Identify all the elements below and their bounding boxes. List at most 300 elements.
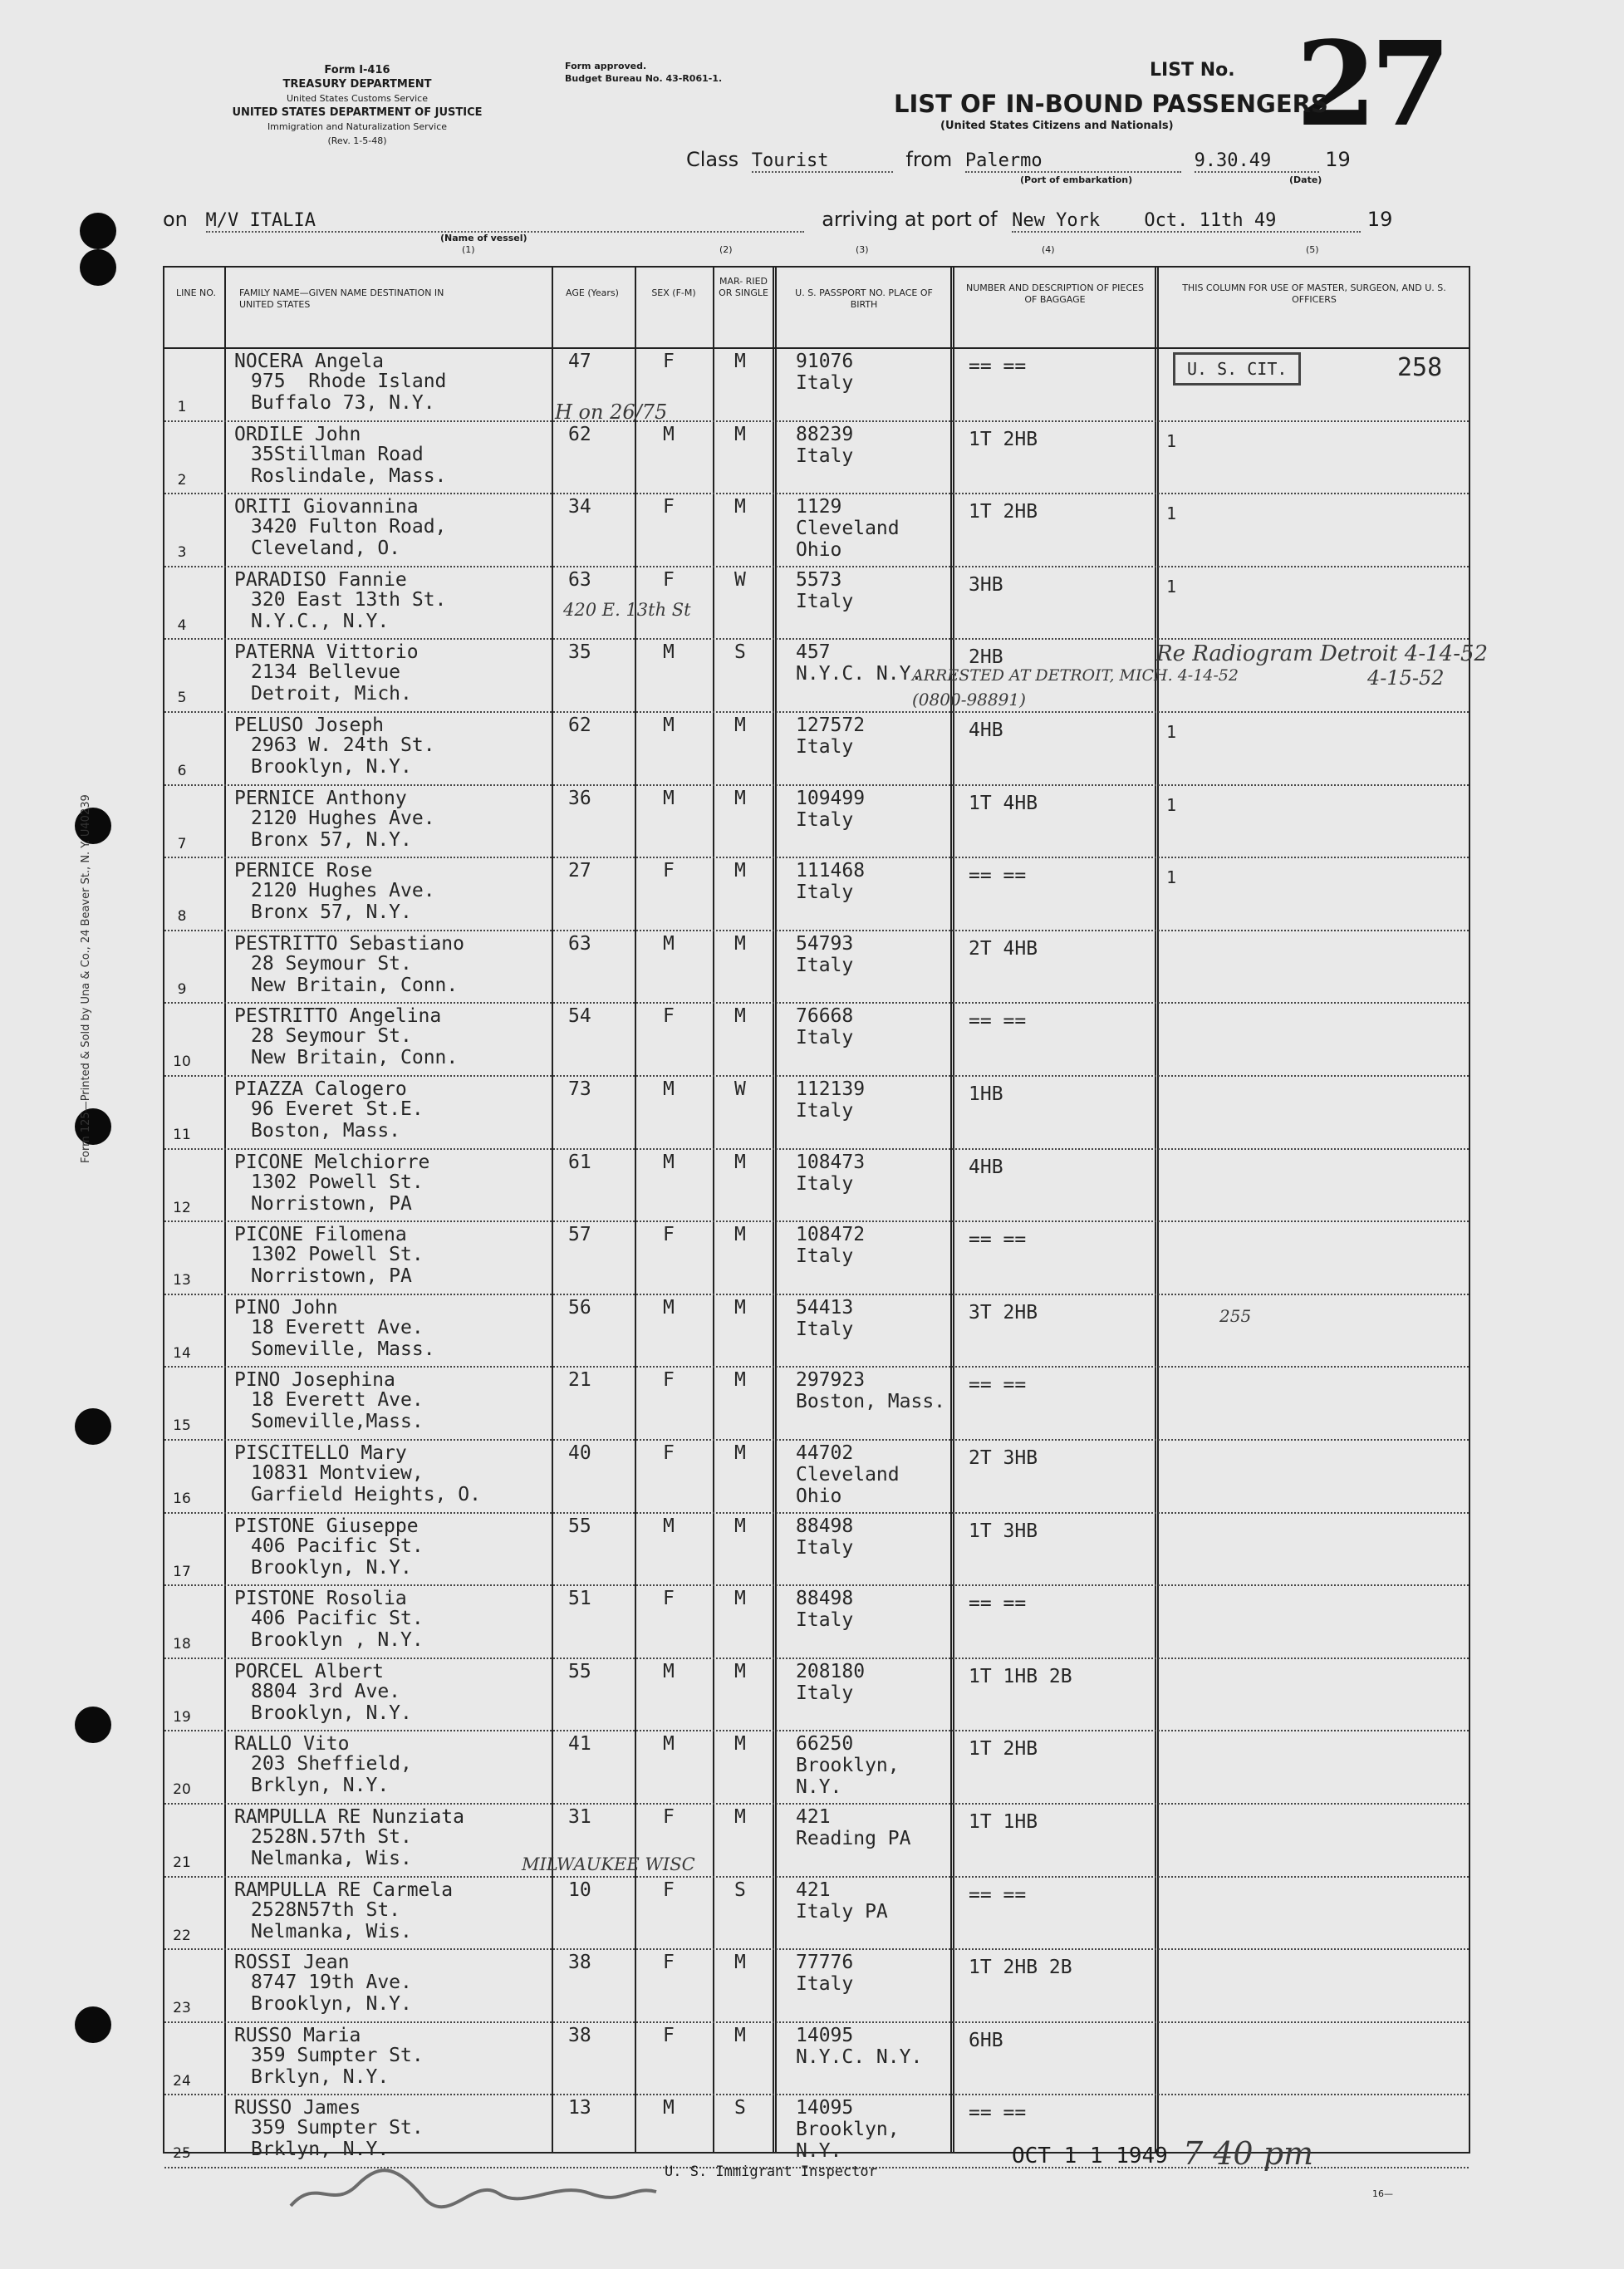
- col-num-4: (4): [1042, 244, 1055, 255]
- place-of-birth: Italy: [796, 1609, 854, 1632]
- sex-value: M: [663, 932, 675, 955]
- ins-service: Immigration and Naturalization Service: [267, 121, 448, 132]
- officer-note: 1: [1166, 794, 1177, 815]
- table-row: [164, 1950, 1469, 2023]
- officer-note: 1: [1166, 430, 1177, 451]
- age-value: 38: [568, 1952, 591, 1974]
- address-line-1: 1302 Powell St.: [251, 1171, 424, 1193]
- form-number: Form I-416: [324, 64, 390, 76]
- baggage-description: 1T 2HB: [969, 428, 1038, 450]
- age-value: 10: [568, 1879, 591, 1901]
- marital-status: M: [734, 1952, 746, 1974]
- punch-hole: [75, 1707, 111, 1743]
- col-num-2: (2): [719, 244, 733, 255]
- passport-number: 88498: [796, 1515, 854, 1537]
- row1-hand-note: H on 26/75: [555, 400, 668, 424]
- baggage-description: 6HB: [969, 2029, 1003, 2051]
- age-value: 38: [568, 2024, 591, 2046]
- date-caption: (Date): [1289, 174, 1322, 185]
- line-number: 19: [173, 1708, 191, 1726]
- marital-status: S: [734, 1879, 746, 1901]
- arrival-date: Oct. 11th 49: [1144, 210, 1277, 231]
- address-line-1: 2120 Hughes Ave.: [251, 807, 435, 829]
- address-line-2: Roslindale, Mass.: [251, 464, 447, 487]
- sex-value: F: [663, 496, 675, 518]
- arrival-port-date: [1012, 210, 1361, 233]
- sex-value: F: [663, 1369, 675, 1392]
- passenger-name: PESTRITTO Sebastiano: [234, 932, 464, 955]
- address-line-1: 203 Sheffield,: [251, 1753, 412, 1775]
- header-left: [158, 63, 557, 148]
- passport-number: 5573: [796, 568, 842, 591]
- line-number: 16: [173, 1491, 191, 1507]
- address-line-2: Someville,Mass.: [251, 1411, 424, 1433]
- address-line-2: Garfield Heights, O.: [251, 1484, 481, 1505]
- age-value: 13: [568, 2097, 591, 2119]
- line-number: 14: [173, 1344, 191, 1362]
- table-row: [164, 1004, 1469, 1077]
- sex-value: M: [663, 1515, 675, 1537]
- marital-status: M: [734, 1151, 746, 1173]
- age-value: 56: [568, 1296, 591, 1319]
- form-approved: Form approved.: [565, 61, 647, 71]
- passenger-name: PORCEL Albert: [234, 1660, 385, 1682]
- paradiso-addr-note: 420 E. 13th St: [563, 600, 691, 620]
- col-header-officers: THIS COLUMN FOR USE OF MASTER, SURGEON, AND U. S. OFFICERS: [1182, 282, 1446, 305]
- passport-number: 208180: [796, 1660, 866, 1682]
- place-of-birth: Italy: [796, 444, 854, 467]
- baggage-description: 4HB: [969, 1156, 1003, 1178]
- col-num-5: (5): [1306, 244, 1319, 255]
- punch-hole: [80, 249, 116, 286]
- line-number: 15: [173, 1417, 191, 1435]
- arrival-port: New York: [1012, 210, 1101, 231]
- address-line-1: 359 Sumpter St.: [251, 2044, 424, 2066]
- baggage-description: 2T 3HB: [969, 1447, 1038, 1469]
- marital-status: S: [734, 2097, 746, 2119]
- officer-mark: 258: [1397, 353, 1443, 382]
- col-header-name: FAMILY NAME—GIVEN NAME DESTINATION IN UNITED STATES: [239, 287, 444, 310]
- address-line-2: Nelmanka, Wis.: [251, 1920, 412, 1942]
- table-row: [164, 422, 1469, 495]
- baggage-description: 1T 2HB 2B: [969, 1957, 1072, 1979]
- table-row: [164, 1368, 1469, 1441]
- marital-status: M: [734, 2024, 746, 2046]
- address-line-1: 2528N57th St.: [251, 1898, 401, 1921]
- line-number: 13: [173, 1272, 191, 1289]
- passenger-name: PISTONE Rosolia: [234, 1588, 407, 1610]
- age-value: 21: [568, 1369, 591, 1392]
- address-line-2: N.Y.C., N.Y.: [251, 610, 390, 632]
- passport-number: 421: [796, 1806, 831, 1828]
- marital-status: M: [734, 1806, 746, 1828]
- sex-value: M: [663, 1078, 675, 1100]
- passenger-name: PISCITELLO Mary: [234, 1442, 407, 1464]
- line-number: 18: [173, 1636, 191, 1653]
- line-number: 1: [177, 399, 187, 415]
- marital-status: M: [734, 1442, 746, 1464]
- marital-status: M: [734, 1224, 746, 1246]
- officer-note: 1: [1166, 503, 1177, 524]
- place-of-birth: Brooklyn, N.Y.: [796, 1755, 900, 1799]
- place-of-birth: Italy: [796, 1318, 854, 1340]
- line-number: 25: [173, 2145, 191, 2163]
- sex-value: M: [663, 641, 675, 664]
- line-number: 7: [177, 835, 187, 852]
- passenger-name: PESTRITTO Angelina: [234, 1005, 442, 1028]
- line-number: 10: [173, 1053, 191, 1071]
- table-row: [164, 494, 1469, 567]
- sex-value: F: [663, 1879, 675, 1901]
- citizen-stamp: U. S. CIT.: [1173, 352, 1301, 386]
- embarkation-date: 9.30.49: [1195, 150, 1319, 173]
- budget-bureau: Budget Bureau No. 43-R061-1.: [565, 73, 723, 84]
- baggage-description: 1T 1HB 2B: [969, 1665, 1072, 1687]
- address-line-2: Norristown, PA: [251, 1265, 412, 1288]
- passport-number: 109499: [796, 787, 866, 809]
- sex-value: F: [663, 568, 675, 591]
- address-line-1: 2134 Bellevue: [251, 661, 401, 684]
- passenger-name: RALLO Vito: [234, 1733, 350, 1756]
- address-line-2: Brooklyn, N.Y.: [251, 1556, 412, 1579]
- officer-note: 1: [1166, 576, 1177, 597]
- address-line-2: Brooklyn, N.Y.: [251, 1702, 412, 1724]
- address-line-2: Brklyn, N.Y.: [251, 2139, 390, 2161]
- passenger-name: RAMPULLA RE Carmela: [234, 1879, 454, 1901]
- sex-value: M: [663, 1296, 675, 1319]
- age-value: 36: [568, 787, 591, 809]
- passenger-name: PINO Josephina: [234, 1369, 395, 1392]
- age-value: 31: [568, 1806, 591, 1828]
- marital-status: M: [734, 715, 746, 736]
- table-row: [164, 2023, 1469, 2096]
- vessel-line: [163, 208, 1492, 238]
- col-num-1: (1): [462, 244, 475, 255]
- baggage-description: 3HB: [969, 573, 1003, 596]
- row14-mark: 255: [1219, 1306, 1252, 1326]
- age-value: 62: [568, 715, 591, 736]
- table-row: [164, 713, 1469, 786]
- baggage-description: == ==: [969, 1593, 1027, 1615]
- address-line-1: 35Stillman Road: [251, 443, 424, 465]
- page-mark: 16—: [1372, 2188, 1393, 2199]
- marital-status: W: [734, 1078, 746, 1100]
- baggage-description: 1HB: [969, 1083, 1003, 1105]
- passport-number: 421: [796, 1879, 831, 1901]
- arrival-time: 7 40 pm: [1183, 2135, 1314, 2172]
- address-line-2: Boston, Mass.: [251, 1120, 401, 1142]
- address-line-1: 359 Sumpter St.: [251, 2117, 424, 2139]
- age-value: 47: [568, 351, 591, 372]
- passenger-name: PINO John: [234, 1296, 338, 1319]
- place-of-birth: Italy: [796, 808, 854, 831]
- place-of-birth: Italy: [796, 590, 854, 612]
- officer-note: 1: [1166, 867, 1177, 888]
- sex-value: F: [663, 860, 675, 882]
- passport-number: 88239: [796, 423, 854, 445]
- passport-number: 91076: [796, 351, 854, 372]
- passport-number: 88498: [796, 1588, 854, 1610]
- address-line-1: 28 Seymour St.: [251, 952, 412, 975]
- baggage-description: 2HB: [969, 646, 1003, 669]
- age-value: 51: [568, 1588, 591, 1610]
- marital-status: M: [734, 1515, 746, 1537]
- marital-status: W: [734, 568, 746, 591]
- place-of-birth: Italy: [796, 736, 854, 758]
- passenger-name: PICONE Melchiorre: [234, 1151, 430, 1173]
- table-row: [164, 1805, 1469, 1878]
- line-number: 21: [173, 1854, 191, 1871]
- marital-status: M: [734, 1588, 746, 1610]
- table-row: [164, 1731, 1469, 1805]
- place-of-birth: Italy PA: [796, 1900, 888, 1923]
- sex-value: M: [663, 1733, 675, 1756]
- address-line-2: Cleveland, O.: [251, 538, 401, 560]
- place-of-birth: Boston, Mass.: [796, 1391, 946, 1413]
- address-line-2: Brklyn, N.Y.: [251, 1775, 390, 1797]
- arrival-date-stamp: OCT 1 1 1949: [1012, 2144, 1168, 2168]
- place-of-birth: Italy: [796, 1536, 854, 1559]
- class-value: Tourist: [752, 150, 893, 173]
- line-number: 6: [177, 763, 187, 779]
- passenger-name: ROSSI Jean: [234, 1952, 350, 1974]
- age-value: 73: [568, 1078, 591, 1100]
- place-of-birth: Italy: [796, 1245, 854, 1268]
- place-of-birth: N.Y.C. N.Y.: [796, 2046, 923, 2068]
- milwaukee-note: MILWAUKEE WISC: [522, 1854, 695, 1874]
- address-line-1: 10831 Montview,: [251, 1462, 424, 1484]
- table-row: [164, 1150, 1469, 1223]
- address-line-2: Brooklyn, N.Y.: [251, 1993, 412, 2016]
- address-line-1: 320 East 13th St.: [251, 588, 447, 611]
- sex-value: M: [663, 1660, 675, 1682]
- arriving-label: arriving at port of: [822, 208, 998, 231]
- line-number: 24: [173, 2072, 191, 2090]
- line-number: 17: [173, 1563, 191, 1580]
- address-line-1: 3420 Fulton Road,: [251, 516, 447, 538]
- age-value: 34: [568, 496, 591, 518]
- officer-note: 1: [1166, 722, 1177, 742]
- address-line-2: Bronx 57, N.Y.: [251, 901, 412, 924]
- passport-number: 14095: [796, 2097, 854, 2119]
- passport-number: 112139: [796, 1078, 866, 1100]
- line-number: 2: [177, 471, 187, 489]
- table-row: [164, 1586, 1469, 1659]
- line-number: 11: [173, 1127, 191, 1143]
- address-line-2: Detroit, Mich.: [251, 683, 412, 705]
- port-caption: (Port of embarkation): [1020, 174, 1133, 185]
- place-of-birth: Italy: [796, 882, 854, 904]
- treasury-dept: TREASURY DEPARTMENT: [282, 78, 432, 91]
- justice-dept: UNITED STATES DEPARTMENT OF JUSTICE: [232, 106, 483, 119]
- place-of-birth: Brooklyn, N.Y.: [796, 2119, 900, 2163]
- address-line-2: New Britain, Conn.: [251, 974, 459, 996]
- line-number: 22: [173, 1927, 191, 1944]
- place-of-birth: Italy: [796, 372, 854, 394]
- passenger-name: ORDILE John: [234, 423, 361, 445]
- passenger-name: PICONE Filomena: [234, 1224, 407, 1246]
- passport-number: 127572: [796, 715, 866, 736]
- table-row: [164, 1077, 1469, 1150]
- baggage-description: 1T 1HB: [969, 1811, 1038, 1833]
- table-row: [164, 1878, 1469, 1951]
- passenger-name: NOCERA Angela: [234, 351, 385, 372]
- table-row: [164, 931, 1469, 1004]
- table-row: [164, 786, 1469, 859]
- passenger-name: PISTONE Giuseppe: [234, 1515, 419, 1537]
- address-line-1: 18 Everett Ave.: [251, 1316, 424, 1338]
- passport-number: 297923: [796, 1369, 866, 1392]
- address-line-2: Bronx 57, N.Y.: [251, 828, 412, 851]
- place-of-birth: Cleveland Ohio: [796, 518, 900, 562]
- col-header-married: MAR- RIED OR SINGLE: [719, 276, 768, 298]
- sex-value: M: [663, 787, 675, 809]
- address-line-1: 2963 W. 24th St.: [251, 734, 435, 756]
- passport-number: 54793: [796, 932, 854, 955]
- punch-hole: [75, 1408, 111, 1445]
- sex-value: F: [663, 351, 675, 372]
- marital-status: M: [734, 1296, 746, 1319]
- marital-status: M: [734, 932, 746, 955]
- sex-value: M: [663, 2097, 675, 2119]
- address-line-2: Norristown, PA: [251, 1192, 412, 1215]
- age-value: 62: [568, 423, 591, 445]
- passenger-name: RUSSO James: [234, 2097, 361, 2119]
- baggage-description: == ==: [969, 1229, 1027, 1251]
- baggage-description: 1T 2HB: [969, 501, 1038, 523]
- marital-status: M: [734, 787, 746, 809]
- line-number: 8: [177, 908, 187, 926]
- place-of-birth: N.Y.C. N.Y.: [796, 663, 923, 685]
- sex-value: F: [663, 1005, 675, 1028]
- sex-value: F: [663, 1806, 675, 1828]
- table-row: [164, 1222, 1469, 1295]
- address-line-1: 2120 Hughes Ave.: [251, 880, 435, 902]
- line-number: 9: [177, 980, 187, 998]
- marital-status: M: [734, 860, 746, 882]
- baggage-description: == ==: [969, 1374, 1027, 1397]
- address-line-2: Someville, Mass.: [251, 1338, 435, 1360]
- list-number: 27: [1296, 17, 1445, 153]
- from-label: from: [905, 148, 953, 171]
- table-row: [164, 1441, 1469, 1514]
- radiogram-note: Re Radiogram Detroit 4-14-52: [1156, 641, 1489, 666]
- marital-status: M: [734, 1369, 746, 1392]
- address-line-2: Buffalo 73, N.Y.: [251, 392, 435, 414]
- port-of-embarkation: Palermo: [965, 150, 1181, 173]
- line-number: 12: [173, 1199, 191, 1216]
- col-header-passport: U. S. PASSPORT NO. PLACE OF BIRTH: [795, 287, 933, 310]
- age-value: 55: [568, 1515, 591, 1537]
- age-value: 63: [568, 932, 591, 955]
- place-of-birth: Italy: [796, 1973, 854, 1996]
- place-of-birth: Italy: [796, 1682, 854, 1704]
- age-value: 57: [568, 1224, 591, 1246]
- address-line-1: 28 Seymour St.: [251, 1025, 412, 1048]
- vessel-caption: (Name of vessel): [440, 233, 527, 243]
- passenger-name: PERNICE Anthony: [234, 787, 407, 809]
- line-number: 20: [173, 1781, 191, 1799]
- baggage-description: 1T 4HB: [969, 792, 1038, 814]
- place-of-birth: Cleveland Ohio: [796, 1464, 900, 1507]
- year-prefix: 19: [1325, 148, 1351, 171]
- passenger-name: RAMPULLA RE Nunziata: [234, 1806, 464, 1828]
- punch-hole: [80, 213, 116, 249]
- sex-value: M: [663, 1151, 675, 1173]
- baggage-description: == ==: [969, 1010, 1027, 1033]
- marital-status: M: [734, 496, 746, 518]
- arrested-number: (0800-98891): [912, 690, 1026, 710]
- sex-value: F: [663, 1952, 675, 1974]
- marital-status: M: [734, 1005, 746, 1028]
- address-line-2: Nelmanka, Wis.: [251, 1848, 412, 1869]
- marital-status: M: [734, 1660, 746, 1682]
- col-header-sex: SEX (F-M): [651, 287, 696, 298]
- baggage-description: 1T 2HB: [969, 1738, 1038, 1761]
- baggage-description: 3T 2HB: [969, 1301, 1038, 1324]
- baggage-description: == ==: [969, 2102, 1027, 2124]
- line-number: 3: [177, 544, 187, 562]
- table-row: [164, 1514, 1469, 1587]
- address-line-1: 1302 Powell St.: [251, 1244, 424, 1266]
- address-line-2: Brooklyn, N.Y.: [251, 756, 412, 778]
- col-num-3: (3): [856, 244, 869, 255]
- passenger-name: PATERNA Vittorio: [234, 641, 419, 664]
- place-of-birth: Italy: [796, 1027, 854, 1049]
- place-of-birth: Italy: [796, 1100, 854, 1122]
- page-title: LIST OF IN-BOUND PASSENGERS: [894, 90, 1328, 118]
- address-line-1: 975 Rhode Island: [251, 371, 447, 392]
- sex-value: F: [663, 1588, 675, 1610]
- on-label: on: [163, 208, 188, 231]
- col-header-baggage: NUMBER AND DESCRIPTION OF PIECES OF BAGGAGE: [965, 282, 1144, 305]
- passport-number: 66250: [796, 1733, 854, 1756]
- age-value: 35: [568, 641, 591, 664]
- revision: (Rev. 1-5-48): [327, 135, 387, 146]
- line-number: 23: [173, 2000, 191, 2017]
- passenger-name: PELUSO Joseph: [234, 715, 385, 736]
- place-of-birth: Reading PA: [796, 1828, 911, 1849]
- passenger-name: RUSSO Maria: [234, 2024, 361, 2046]
- customs-service: United States Customs Service: [286, 93, 428, 104]
- baggage-description: 2T 4HB: [969, 937, 1038, 960]
- age-value: 40: [568, 1442, 591, 1464]
- baggage-description: == ==: [969, 1883, 1027, 1906]
- age-value: 54: [568, 1005, 591, 1028]
- baggage-description: 4HB: [969, 719, 1003, 741]
- address-line-1: 8747 19th Ave.: [251, 1972, 412, 1994]
- marital-status: M: [734, 1733, 746, 1756]
- address-line-1: 406 Pacific St.: [251, 1535, 424, 1557]
- passport-number: 76668: [796, 1005, 854, 1028]
- marital-status: S: [734, 641, 746, 664]
- passport-number: 108472: [796, 1224, 866, 1246]
- line-number: 4: [177, 616, 187, 634]
- address-line-2: New Britain, Conn.: [251, 1047, 459, 1069]
- passport-number: 44702: [796, 1442, 854, 1464]
- address-line-2: Brooklyn , N.Y.: [251, 1629, 424, 1652]
- table-row: [164, 349, 1469, 422]
- page-subtitle: (United States Citizens and Nationals): [940, 120, 1174, 132]
- marital-status: M: [734, 423, 746, 445]
- address-line-1: 406 Pacific St.: [251, 1608, 424, 1630]
- table-row: [164, 1295, 1469, 1368]
- age-value: 63: [568, 568, 591, 591]
- sex-value: F: [663, 1442, 675, 1464]
- table-row: [164, 567, 1469, 641]
- sex-value: M: [663, 715, 675, 736]
- address-line-1: 8804 3rd Ave.: [251, 1680, 401, 1702]
